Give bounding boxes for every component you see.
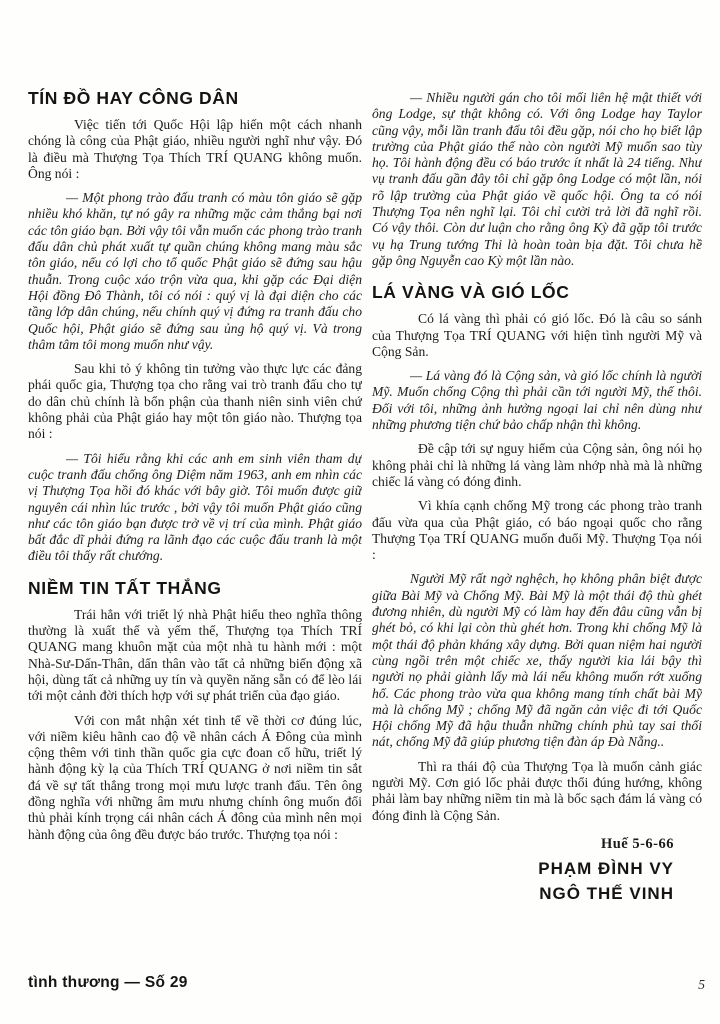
paragraph: Đề cập tới sự nguy hiểm của Cộng sản, ông nói họ không phải chỉ là những lá vàng làm nhớp nhà mà là những chiếc lá vàng có đóng đinh.: [372, 441, 702, 489]
page-number: 5: [698, 977, 705, 992]
quote-paragraph: — Lá vàng đó là Cộng sản, và gió lốc chính là người Mỹ. Muốn chống Cộng thì phải cần tới người Mỹ, thế thôi. Đối với tôi, những ảnh hưởng ngoại lai chỉ nên dùng như những phương tiện chứ bảo chấp nhận thì không.: [372, 368, 702, 433]
left-column: [28, 88, 362, 974]
paragraph: Sau khi tỏ ý không tin tưởng vào thực lực các đảng phái quốc gia, Thượng tọa cho rằng vai trò tranh đấu cho tự do dân chủ chính là bổn phận của thanh niên sinh viên chứ không phải của Phật giáo hay một tôn giáo nào. Thượng tọa nói :: [28, 361, 362, 442]
paragraph: Trái hẳn với triết lý nhà Phật hiểu theo nghĩa thông thường là xuất thế và yếm thế, Thượng tọa Thích TRÍ QUANG mang khuôn mặt của một nhà tu hành mới : một Nhà-Sư-Dấn-Thân, dấn thân vào tất cả những biến động xã hội, dùng tất cả những uy tín và quyền năng sẵn có để lèo lái tới một cảnh đời thích hợp với sự phát triển của đạo giáo.: [28, 606, 362, 704]
signature-author: NGÔ THẾ VINH: [539, 884, 674, 904]
section-heading-la-vang-va-gio-loc: LÁ VÀNG VÀ GIÓ LỐC: [372, 282, 570, 303]
quote-paragraph: — Tôi hiểu rằng khi các anh em sinh viên tham dự cuộc tranh đấu chống ông Diệm năm 1963, anh em nhìn các vị Thượng Tọa hồi đó khác với bây giờ. Tôi muốn được giữ nguyên cái nhìn lúc trước , bởi vậy tôi muốn Phật giáo cũng như các tôn giáo bạn được trở về vị trí của mình. Phật giáo bất đắc dĩ phải đứng ra lãnh đạo các cuộc đấu tranh là một điều tôi thấy rất chướng.: [28, 450, 362, 564]
signature-place-date: Huế 5-6-66: [600, 835, 674, 852]
right-column: [372, 88, 702, 974]
signature-block: [372, 836, 702, 906]
paragraph: Việc tiến tới Quốc Hội lập hiến một cách nhanh chóng là công của Phật giáo, nhiều người nghĩ như vậy. Đó là điều mà Thượng Tọa Thích TRÍ QUANG không muốn. Ông nói :: [28, 117, 362, 181]
paragraph: Thì ra thái độ của Thượng Tọa là muốn cảnh giác người Mỹ. Cơn gió lốc phải được thổi đúng hướng, không phải làm bay những niềm tin mà là bốc sạch đám lá vàng có đóng đinh là Cộng Sản.: [372, 758, 702, 823]
section-heading-niem-tin-tat-thang: NIỀM TIN TẤT THẮNG: [28, 577, 222, 598]
quote-paragraph: — Một phong trào đấu tranh có màu tôn giáo sẽ gặp nhiều khó khăn, tự nó gây ra những mặc cảm thắng bại nơi các tôn giáo bạn. Bởi vậy tôi vẫn muốn các phong trào tranh đấu dân chủ phát xuất tự quần chúng không mang màu sắc tôn giáo, nếu có lợi cho tổ quốc Phật giáo sẽ đứng sau hậu thuẫn. Trong cuộc xáo trộn vừa qua, khi gặp các Đại diện Hội đồng Đô Thành, tôi có nói : quý vị là đại diện cho các tầng lớp dân chúng, nếu chính quý vị đứng ra tranh đấu cho Quốc hội, Phật giáo sẽ đứng sau ủng hộ quý vị. Và trong thâm tâm tôi mong muốn như vậy.: [28, 190, 362, 352]
quote-paragraph: — Nhiều người gán cho tôi mối liên hệ mật thiết với ông Lodge, sự thật không có. Với ông Lodge hay Taylor cũng vậy, mỗi lần tranh đấu tôi đều gặp, nói cho họ biết lập trường của Phật giáo thế nào còn người Mỹ muốn sao tùy họ. Tôi hành động đều có báo trước ít nhất là 24 tiếng. Như vụ tranh đấu gần đây tôi chỉ gặp ông Lodge có một lần, nói rõ lập trường của Phật giáo về quốc hội. Ông ta có nói Thượng Tọa nên nghĩ lại. Tôi chỉ cười trả lời đã nghĩ rồi. Có vậy thôi. Còn dư luận cho rằng ông Kỳ đã gặp tôi trước vụ hạ Trung tướng Thi là hoàn toàn bịa đặt. Tôi chưa hề gặp ông Nguyễn cao Kỳ một lần nào.: [372, 90, 702, 268]
paragraph: Có lá vàng thì phải có gió lốc. Đó là câu so sánh của Thượng Tọa TRÍ QUANG với hiện tình người Mỹ và Cộng Sản.: [372, 311, 702, 359]
signature-author: PHẠM ĐÌNH VY: [538, 859, 674, 879]
quote-paragraph: Người Mỹ rất ngờ nghệch, họ không phân biệt được giữa Bài Mỹ và Chống Mỹ. Bài Mỹ là một thái độ thù ghét đương nhiên, dù người Mỹ có làm hay đến đâu cũng vẫn bị ghét bỏ, có khi lại còn thù ghét hơn. Trong khi chống Mỹ là một thái độ phản kháng xây dựng. Bởi quan niệm hai người cùng ngồi trên một chiếc xe, thấy người kia lái bậy thì người nọ phải giành lấy mà lái nếu không muốn rớt xuống hố. Các phong trào vừa qua không mang tính chất bài Mỹ mà là chống Mỹ ; chống Mỹ đã ngăn cản việc đi tới Quốc Hội chống Mỹ đã hậu thuẫn những chính phủ tay sai thối nát, chống Mỹ đã giúp phương tiện đàn áp Đà Nẵng..: [372, 571, 702, 750]
section-heading-tin-do-hay-cong-dan: TÍN ĐỒ HAY CÔNG DÂN: [28, 88, 239, 108]
paragraph: Với con mắt nhận xét tinh tế về thời cơ đúng lúc, với niềm kiêu hãnh cao độ về nhân cách Á Đông của mình cộng thêm với tinh thần quốc gia cực đoan cố hữu, triết lý hành động kỳ lạ của Thích TRÍ QUANG ở nơi niềm tin sắt đá về sự tất thắng trong mọi mưu lược tranh đấu. Tên ông đồng nghĩa với những âm mưu nhưng chính ông muốn đối thủ phải kính trọng cái nhân cách Á đông của mình nên mọi hành động của ông đều được báo trước. Thượng tọa nói :: [28, 712, 362, 842]
paragraph: Vì khía cạnh chống Mỹ trong các phong trào tranh đấu vừa qua của Phật giáo, có báo ngoại quốc cho rằng Thượng Tọa TRÍ QUANG muốn đuổi Mỹ. Thượng Tọa nói :: [372, 498, 702, 563]
journal-footer: tình thương — Số 29: [28, 974, 188, 991]
